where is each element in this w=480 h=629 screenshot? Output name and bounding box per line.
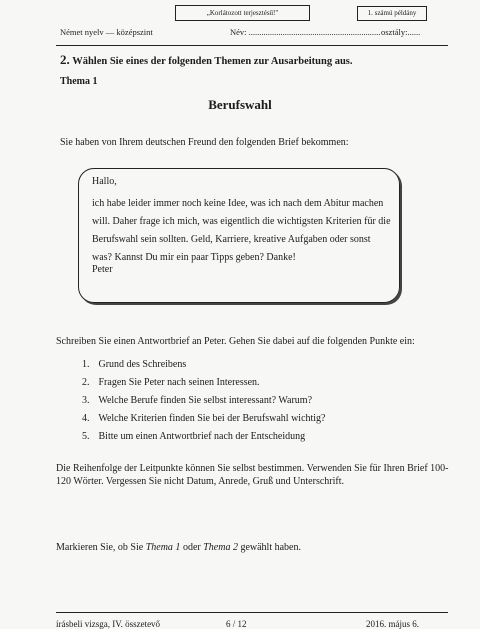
footer-date: 2016. május 6.	[366, 619, 419, 629]
guideline-point: 1. Grund des Schreibens	[82, 359, 187, 370]
task-heading	[60, 52, 353, 68]
name-field[interactable]: Név: ..............................................................	[230, 27, 381, 37]
theme1-option: Thema 1	[145, 542, 181, 553]
theme2-option: Thema 2	[203, 542, 238, 553]
class-field[interactable]: osztály:......	[381, 27, 421, 37]
theme-label: Thema 1	[60, 76, 98, 87]
letter-greeting: Hallo,	[92, 176, 117, 187]
footer-exam-part: írásbeli vizsga, IV. összetevő	[56, 619, 161, 629]
guideline-point: 2. Fragen Sie Peter nach seinen Interessen.	[82, 377, 260, 388]
task-number: 2.	[60, 52, 70, 67]
task-intro: Sie haben von Ihrem deutschen Freund den folgenden Brief bekommen:	[60, 137, 349, 148]
copy-number-box: 1. számú példány	[357, 6, 427, 21]
guideline-point: 3. Welche Berufe finden Sie selbst interessant? Warum?	[82, 395, 313, 406]
guideline-point: 4. Welche Kriterien finden Sie bei der Berufswahl wichtig?	[82, 413, 326, 424]
theme-choice-instruction: Markieren Sie, ob Sie Thema 1 oder Thema 2 gewählt haben.	[56, 542, 301, 553]
ordering-note: Die Reihenfolge der Leitpunkte können Sie selbst bestimmen. Verwenden Sie für Ihren Brief 100-120 Wörter. Vergessen Sie nicht Datum, Anrede, Gruß und Unterschrift.	[56, 463, 449, 487]
footer-divider	[56, 612, 448, 613]
header-divider	[56, 45, 448, 46]
guideline-point: 5. Bitte um einen Antwortbrief nach der Entscheidung	[82, 431, 306, 442]
subject-label: Német nyelv — középszint	[60, 27, 153, 37]
footer-page-number: 6 / 12	[226, 619, 247, 629]
task-instruction: Wählen Sie eines der folgenden Themen zur Ausarbeitung aus.	[72, 56, 353, 67]
response-instruction: Schreiben Sie einen Antwortbrief an Peter. Gehen Sie dabei auf die folgenden Punkte ein:	[56, 336, 415, 347]
theme-title: Berufswahl	[208, 97, 272, 112]
guideline-points	[82, 356, 326, 446]
letter-signature: Peter	[92, 264, 113, 275]
distribution-notice-box: „Korlátozott terjesztésű!"	[175, 5, 310, 21]
letter-body: ich habe leider immer noch keine Idee, was ich nach dem Abitur machen will. Daher frage ich mich, was eigentlich die wichtigsten Kriterien für die Berufswahl sein sollten. Geld, Karriere, kreative Aufgaben oder sonst was? Kannst Du mir ein paar Tipps geben? Danke!	[92, 198, 391, 263]
